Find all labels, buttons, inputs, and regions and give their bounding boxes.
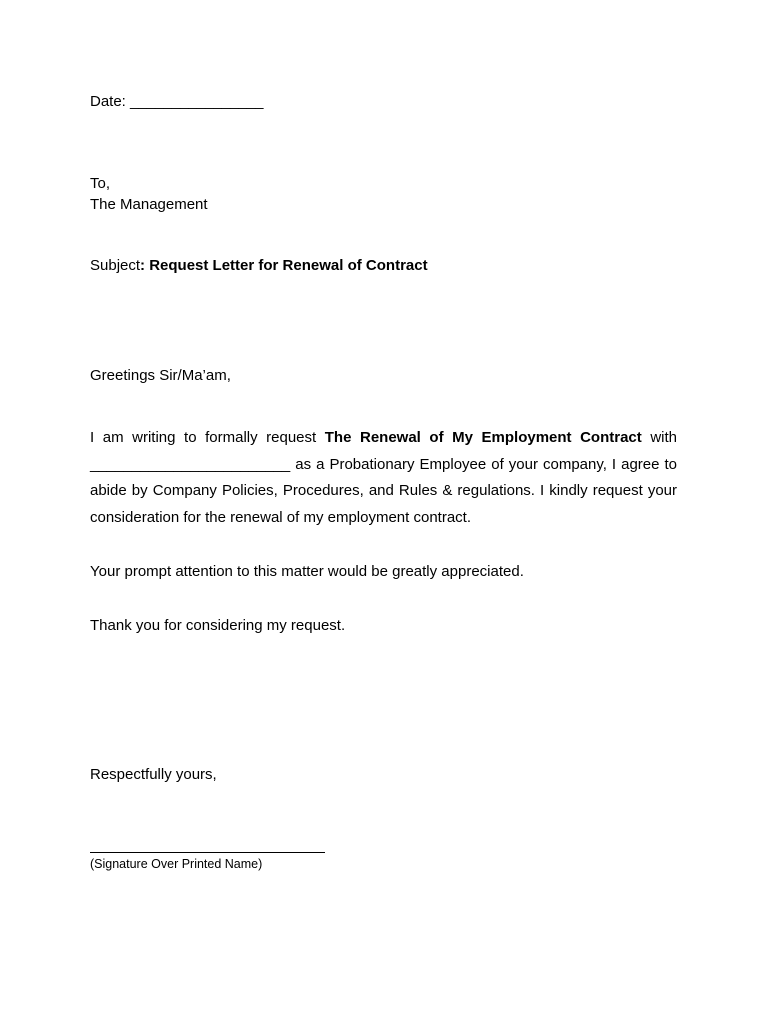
- body-rest: as a Probationary Employee of your company, I agree to abide by Company Policies, Procedures, and Rules & regulations. I kindly request your consideration for the renewal of my employment contract.: [90, 455, 677, 527]
- attention-line: Your prompt attention to this matter would be greatly appreciated.: [90, 563, 524, 580]
- date-line: [90, 92, 264, 112]
- date-blank: ________________: [130, 93, 264, 110]
- body-emphasis: The Renewal of My Employment Contract: [324, 429, 642, 446]
- subject-text: : Request Letter for Renewal of Contract: [140, 257, 428, 274]
- closing: Respectfully yours,: [90, 766, 217, 783]
- company-blank: ________________________: [90, 455, 291, 473]
- recipient-name: The Management: [90, 196, 208, 213]
- body-paragraph: [90, 425, 677, 532]
- body-lead: I am writing to formally request: [90, 429, 325, 446]
- body-after-emphasis: with: [641, 429, 678, 446]
- recipient-to: To,: [90, 175, 111, 192]
- signature-line: [90, 852, 325, 853]
- greeting: Greetings Sir/Ma’am,: [90, 367, 231, 384]
- thanks-line: Thank you for considering my request.: [90, 617, 346, 634]
- signature-caption: (Signature Over Printed Name): [90, 857, 263, 871]
- subject-label: Subject: [90, 257, 141, 274]
- date-label: Date:: [90, 93, 126, 110]
- subject-line: [90, 256, 428, 276]
